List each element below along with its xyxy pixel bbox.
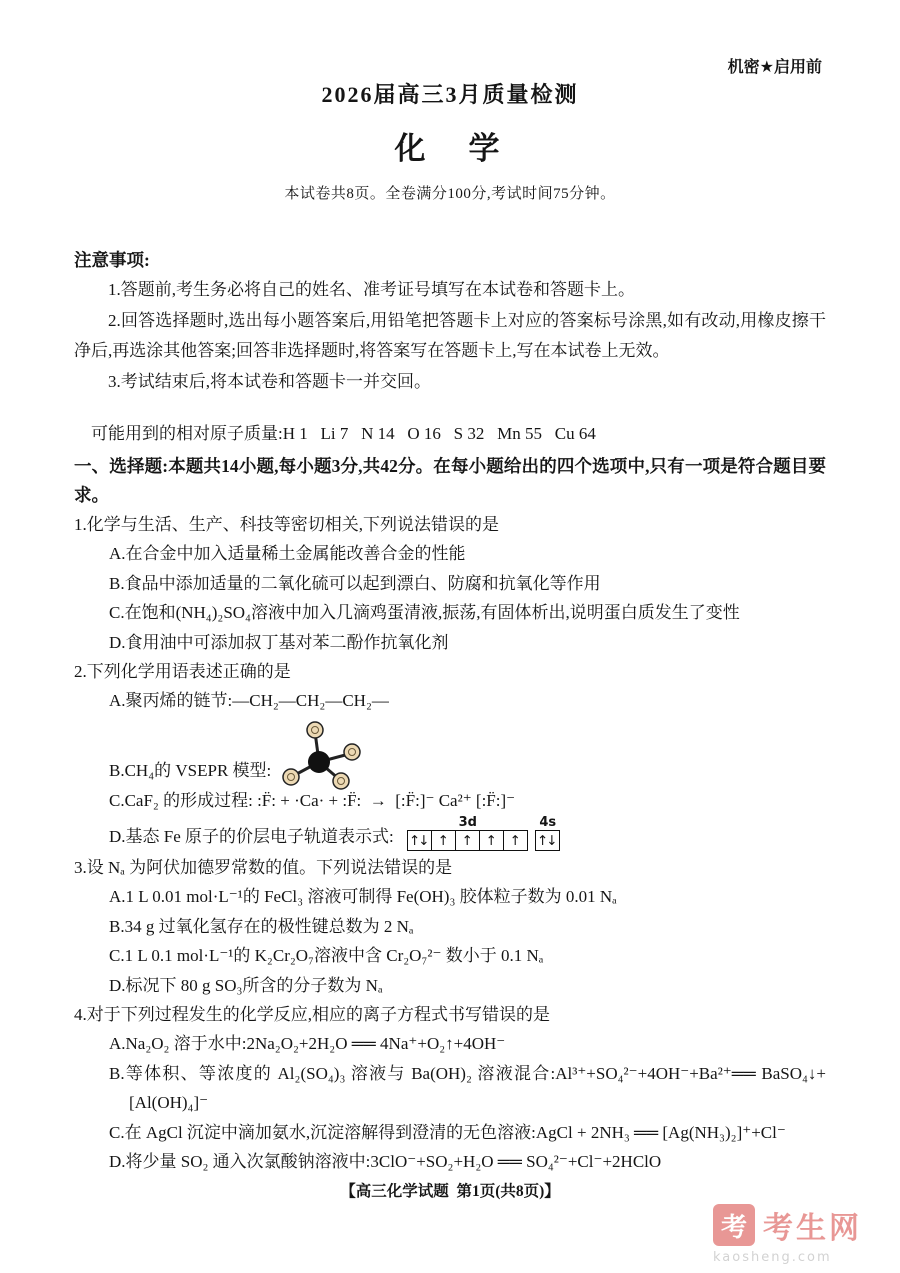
confidential-mark: 机密★启用前 [727, 59, 822, 76]
watermark-row [713, 1203, 862, 1247]
question-2-option-c [109, 786, 826, 816]
orbital-label-3d: 3d [458, 815, 477, 830]
kaosheng-logo-icon: 考 [713, 1204, 755, 1246]
question-1 [74, 510, 826, 657]
question-3-option-a: A.1 L 0.01 mol·L⁻¹的 FeCl₃ 溶液可制得 Fe(OH)₃ 胶体粒子数为 0.01 Nₐ [109, 887, 617, 906]
caf2-formation-formula: :F̈: + ·Ca· + :F̈: → [:F̈:]⁻ Ca²⁺ [:F̈:]⁻ [257, 790, 516, 810]
orbital-box: ↑↓ [535, 830, 560, 851]
question-2 [74, 657, 826, 853]
orbital-box: ↑ [479, 830, 504, 851]
question-1-option-d: D.食用油中可添加叔丁基对苯二酚作抗氧化剂 [109, 632, 449, 652]
question-4-option-d: D.将少量 SO₂ 通入次氯酸钠溶液中:3ClO⁻+SO₂+H₂O ══ SO₄²⁻+Cl⁻+2HClO [109, 1152, 662, 1171]
question-2-stem: 2.下列化学用语表述正确的是 [74, 662, 291, 681]
page-footer: 【高三化学试题 第1页(共8页)】 [340, 1183, 560, 1200]
orbital-box: ↑↓ [407, 830, 432, 851]
orbital-box: ↑ [503, 830, 528, 851]
orbital-box: ↑ [431, 830, 456, 851]
question-2-option-d-label: D.基态 Fe 原子的价层电子轨道表示式: [109, 826, 394, 846]
section-header: 一、选择题:本题共14小题,每小题3分,共42分。在每小题给出的四个选项中,只有一项是符合题目要求。 [74, 456, 826, 505]
question-2-option-b-label: B.CH₄的 VSEPR 模型: [109, 761, 272, 780]
paper-info: 本试卷共8页。全卷满分100分,考试时间75分钟。 [284, 186, 616, 202]
orbital-boxes-4s [536, 830, 560, 851]
question-4-option-b: B.等体积、等浓度的 Al₂(SO₄)₃ 溶液与 Ba(OH)₂ 溶液混合:Al³⁺+SO₄²⁻+4OH⁻+Ba²⁺══ BaSO₄↓+[Al(OH)₄]⁻ [109, 1063, 826, 1112]
question-1-option-a: A.在合金中加入适量稀土金属能改善合金的性能 [109, 544, 466, 563]
orbital-group-3d [408, 815, 528, 851]
question-3-option-c: C.1 L 0.1 mol·L⁻¹的 K₂Cr₂O₇溶液中含 Cr₂O₇²⁻ 数小于 0.1 Nₐ [109, 946, 544, 965]
subject-title: 化 学 [394, 131, 506, 166]
question-4-option-c: C.在 AgCl 沉淀中滴加氨水,沉淀溶解得到澄清的无色溶液:AgCl + 2NH₃ ══ [Ag(NH₃)₂]⁺+Cl⁻ [109, 1122, 786, 1142]
question-2-option-b [109, 716, 826, 786]
notice-item-3: 3.考试结束后,将本试卷和答题卡一并交回。 [108, 371, 431, 391]
question-1-option-c: C.在饱和(NH₄)₂SO₄溶液中加入几滴鸡蛋清液,振荡,有固体析出,说明蛋白质发生了变性 [109, 603, 740, 622]
watermark-site-name: 考生网 [763, 1211, 862, 1246]
notices-section [74, 245, 826, 397]
question-1-option-b: B.食品中添加适量的二氧化硫可以起到漂白、防腐和抗氧化等作用 [109, 573, 601, 593]
exam-title: 2026届高三3月质量检测 [321, 82, 579, 107]
watermark-domain: kaosheng.com [713, 1250, 832, 1265]
question-2-option-a: A.聚丙烯的链节:—CH₂—CH₂—CH₂— [109, 691, 389, 710]
question-3-option-b: B.34 g 过氧化氢存在的极性键总数为 2 Nₐ [109, 916, 414, 936]
question-3-option-d: D.标况下 80 g SO₃所含的分子数为 Nₐ [109, 975, 383, 995]
question-2-option-c-label: C.CaF₂ 的形成过程: [109, 790, 253, 810]
orbital-box: ↑ [455, 830, 480, 851]
orbital-group-4s [536, 815, 560, 851]
question-4-option-a: A.Na₂O₂ 溶于水中:2Na₂O₂+2H₂O ══ 4Na⁺+O₂↑+4OH⁻ [109, 1034, 506, 1053]
question-3-stem: 3.设 Nₐ 为阿伏加德罗常数的值。下列说法错误的是 [74, 858, 453, 877]
orbital-boxes-3d [408, 830, 528, 851]
question-2-option-d [109, 815, 826, 853]
question-3 [74, 853, 826, 1000]
atomic-mass-line: 可能用到的相对原子质量:H 1 Li 7 N 14 O 16 S 32 Mn 55 Cu 64 [91, 424, 596, 443]
question-4 [74, 1000, 826, 1177]
orbital-label-4s: 4s [539, 815, 557, 830]
question-1-stem: 1.化学与生活、生产、科技等密切相关,下列说法错误的是 [74, 515, 499, 534]
notice-item-1: 1.答题前,考生务必将自己的姓名、准考证号填写在本试卷和答题卡上。 [108, 280, 635, 299]
kaosheng-watermark [713, 1203, 862, 1265]
ch4-vsepr-model-image [277, 718, 365, 790]
notices-title: 注意事项: [74, 250, 150, 270]
notice-item-2: 2.回答选择题时,选出每小题答案后,用铅笔把答题卡上对应的答案标号涂黑,如有改动,用橡皮擦干净后,再选涂其他答案;回答非选择题时,将答案写在答题卡上,写在本试卷上无效。 [74, 310, 826, 360]
question-4-stem: 4.对于下列过程发生的化学反应,相应的离子方程式书写错误的是 [74, 1005, 550, 1024]
